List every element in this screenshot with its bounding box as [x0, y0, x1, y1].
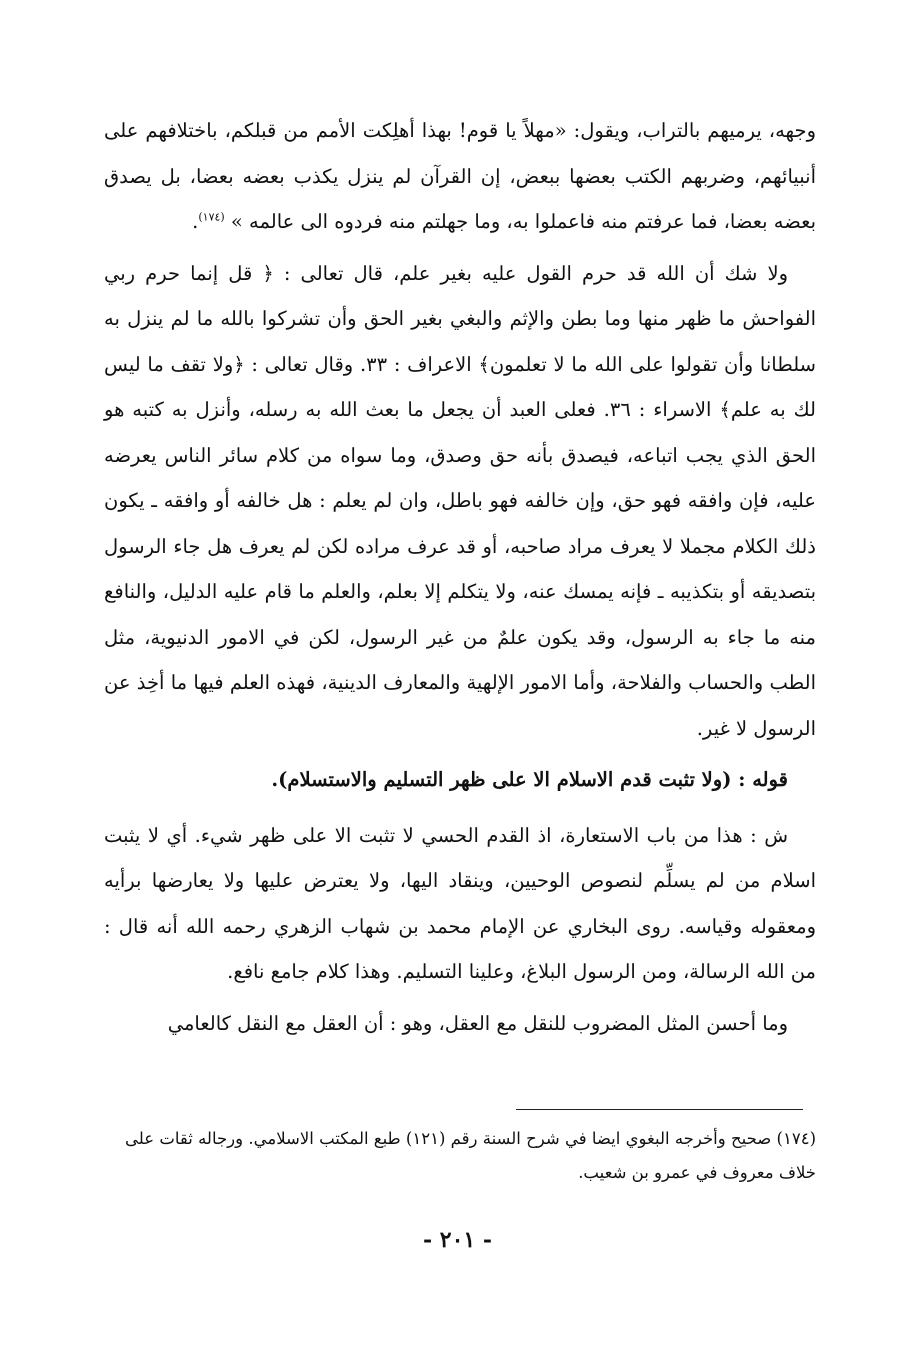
paragraph-hadith: [104, 108, 816, 245]
footnote: (١٧٤) صحيح وأخرجه البغوي ايضا في شرح السنة رقم (١٢١) طبع المكتب الاسلامي. ورجاله ثقات على خلاف معروف في عمرو بن شعيب.: [125, 1129, 816, 1182]
footnote-reference: (١٧٤): [198, 210, 225, 224]
paragraph-hadith-end: .: [192, 210, 199, 233]
paragraph-knowledge: ولا شك أن الله قد حرم القول عليه بغير علم، قال تعالى : ﴿ قل إنما حرم ربي الفواحش ما ظهر منها وما بطن والإثم والبغي بغير الحق وأن تشركوا بالله ما لم ينزل به سلطانا وأن تقولوا على الله ما لا تعلمون﴾ الاعراف : ٣٣. وقال تعالى : ﴿ولا تقف ما ليس لك به علم﴾ الاسراء : ٣٦. فعلى العبد أن يجعل ما بعث الله به رسله، وأنزل به كتبه هو الحق الذي يجب اتباعه، فيصدق بأنه حق وصدق، وما سواه من كلام سائر الناس يعرضه عليه، فإن وافقه فهو حق، وإن خالفه فهو باطل، وان لم يعلم : هل خالفه أو وافقه ـ يكون ذلك الكلام مجملا لا يعرف مراد صاحبه، أو قد عرف مراده لكن لم يعرف هل جاء الرسول بتصديقه أو بتكذيبه ـ فإنه يمسك عنه، ولا يتكلم إلا بعلم، والعلم ما قام عليه الدليل، والنافع منه ما جاء به الرسول، وقد يكون علمٌ من غير الرسول، لكن في الامور الدنيوية، مثل الطب والحساب والفلاحة، وأما الامور الإلهية والمعارف الدينية، فهذه العلم فيها ما أخِذ عن الرسول لا غير.: [104, 261, 816, 740]
paragraph-analogy: وما أحسن المثل المضروب للنقل مع العقل، وهو : أن العقل مع النقل كالعامي: [167, 1011, 788, 1035]
footnote-separator: [516, 1109, 803, 1110]
page-number: - ٢٠١ -: [422, 1227, 493, 1253]
section-heading: قوله : (ولا تثبت قدم الاسلام الا على ظهر التسليم والاستسلام).: [271, 768, 788, 791]
paragraph-hadith-text: وجهه، يرميهم بالتراب، ويقول: «مهلاً يا قوم! بهذا أهلِكت الأمم من قبلكم، باختلافهم على أنبيائهم، وضربهم الكتب بعضها ببعض، إن القرآن لم ينزل يكذب بعضه بعضا، بل يصدق بعضه بعضا، فما عرفتم منه فاعملوا به، وما جهلتم منه فردوه الى عالمه »: [104, 119, 816, 233]
main-text: [104, 108, 816, 1052]
paragraph-commentary: ش : هذا من باب الاستعارة، اذ القدم الحسي لا تثبت الا على ظهر شيء. أي لا يثبت اسلام من لم يسلِّم لنصوص الوحيين، وينقاد اليها، ولا يعترض عليها ولا يعارضها برأيه ومعقوله وقياسه. روى البخاري عن الإمام محمد بن شهاب الزهري رحمه الله أنه قال : من الله الرسالة، ومن الرسول البلاغ، وعلينا التسليم. وهذا كلام جامع نافع.: [104, 823, 816, 983]
